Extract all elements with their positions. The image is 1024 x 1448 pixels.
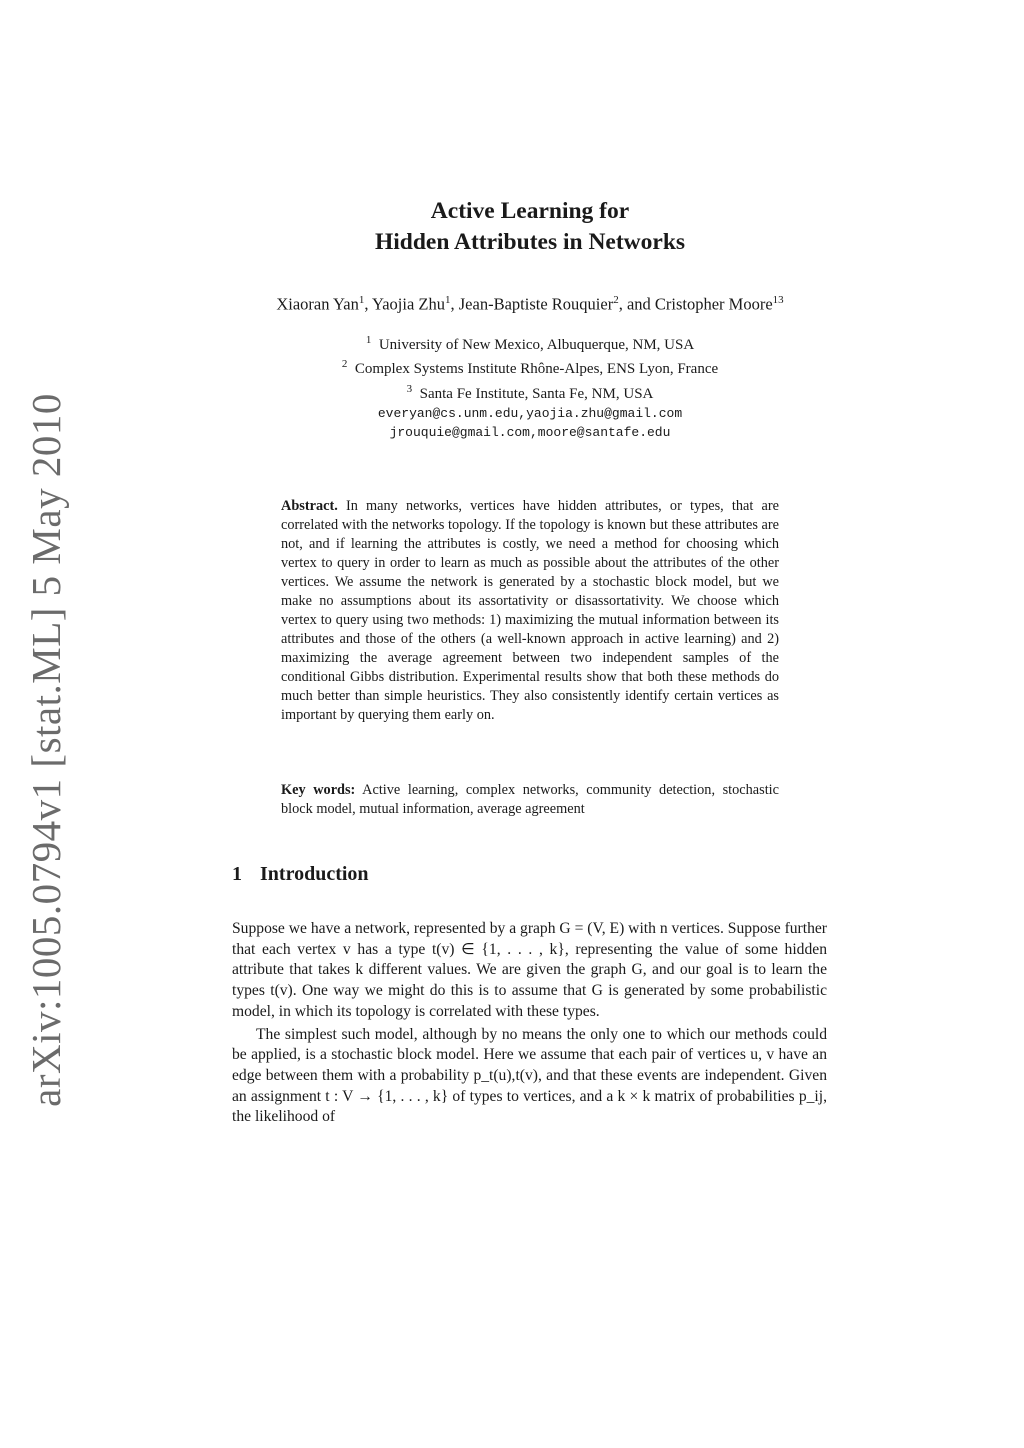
affiliation-text: Complex Systems Institute Rhône-Alpes, ENS Lyon, France <box>354 361 719 378</box>
author-separator: , <box>450 294 459 314</box>
keywords <box>281 781 779 819</box>
arxiv-sidebar <box>23 393 70 1107</box>
title-line-2: Hidden Attributes in Networks <box>374 229 686 255</box>
section-heading <box>232 863 369 886</box>
author-name: Yaojia Zhu <box>371 294 446 314</box>
author-name: Cristopher Moore <box>654 294 773 314</box>
author-list <box>0 294 1024 315</box>
paragraph: Suppose we have a network, represented by a graph G = (V, E) with n vertices. Suppose further that each vertex v has a type t(v) ∈ {1, . . . , k}, representing the value of some hidden attribute that takes k different values. We are given the graph G, and our goal is to learn the types t(v). One way we might do this is to assume that G is generated by some probabilistic model, in which its topology is correlated with these types. <box>232 920 827 1020</box>
affiliation-mark: 2 <box>341 358 348 371</box>
paragraph: The simplest such model, although by no means the only one to which our methods could be applied, is a stochastic block model. Here we assume that each pair of vertices u, v have an edge between them with a probability p_t(u),t(v), and that these events are independent. Given an assignment t : V → {1, . . . , k} of types to vertices, and a k × k matrix of probabilities p_ij, the likelihood of <box>232 1025 827 1126</box>
paper-title <box>0 196 1024 258</box>
abstract-text: In many networks, vertices have hidden attributes, or types, that are correlated with the networks topology. If the topology is known but these attributes are not, and if learning the attributes is costly, we need a method for choosing which vertex to query in order to learn as much as possible about the attributes of the other vertices. We assume the network is generated by a stochastic block model, but we make no assumptions about its assortativity or disassortativity. We choose which vertex to query using two methods: 1) maximizing the mutual information between its attributes and those of the others (a well-known approach in active learning) and 2) maximizing the average agreement between two independent samples of the conditional Gibbs distribution. Experimental results show that both these methods do much better than simple heuristics. They also consistently identify certain vertices as important by querying them early on. <box>281 498 779 723</box>
email-line: jrouquie@gmail.com,moore@santafe.edu <box>389 425 671 441</box>
author-separator: , and <box>618 294 655 314</box>
arxiv-identifier: arXiv:1005.0794v1 [stat.ML] 5 May 2010 <box>23 393 70 1107</box>
author-name: Xiaoran Yan <box>276 294 359 314</box>
author-affiliation-mark: 2 <box>613 294 619 306</box>
abstract <box>281 497 779 725</box>
author-affiliation-mark: 1 <box>445 294 451 306</box>
abstract-label: Abstract. <box>281 498 338 514</box>
affiliation <box>0 380 1024 404</box>
section-title: Introduction <box>260 863 369 885</box>
author-separator: , <box>364 294 372 314</box>
keywords-text: Active learning, complex networks, community detection, stochastic block model, mutual information, average agreement <box>281 782 779 817</box>
author-name: Jean-Baptiste Rouquier <box>458 294 614 314</box>
body-text <box>232 919 827 1128</box>
affiliation-text: Santa Fe Institute, Santa Fe, NM, USA <box>419 385 654 402</box>
section-number: 1 <box>232 863 242 885</box>
affiliation <box>0 331 1024 355</box>
affiliations <box>0 331 1024 442</box>
title-line-1: Active Learning for <box>430 198 630 224</box>
affiliation-mark: 3 <box>406 382 413 395</box>
author-affiliation-mark: 1 <box>358 294 365 306</box>
author-affiliation-mark: 13 <box>772 294 784 306</box>
email-line: everyan@cs.unm.edu,yaojia.zhu@gmail.com <box>377 405 683 421</box>
affiliation-text: University of New Mexico, Albuquerque, NM, USA <box>378 337 695 353</box>
keywords-label: Key words: <box>281 782 356 798</box>
affiliation-mark: 1 <box>365 334 372 346</box>
affiliation <box>0 355 1024 379</box>
